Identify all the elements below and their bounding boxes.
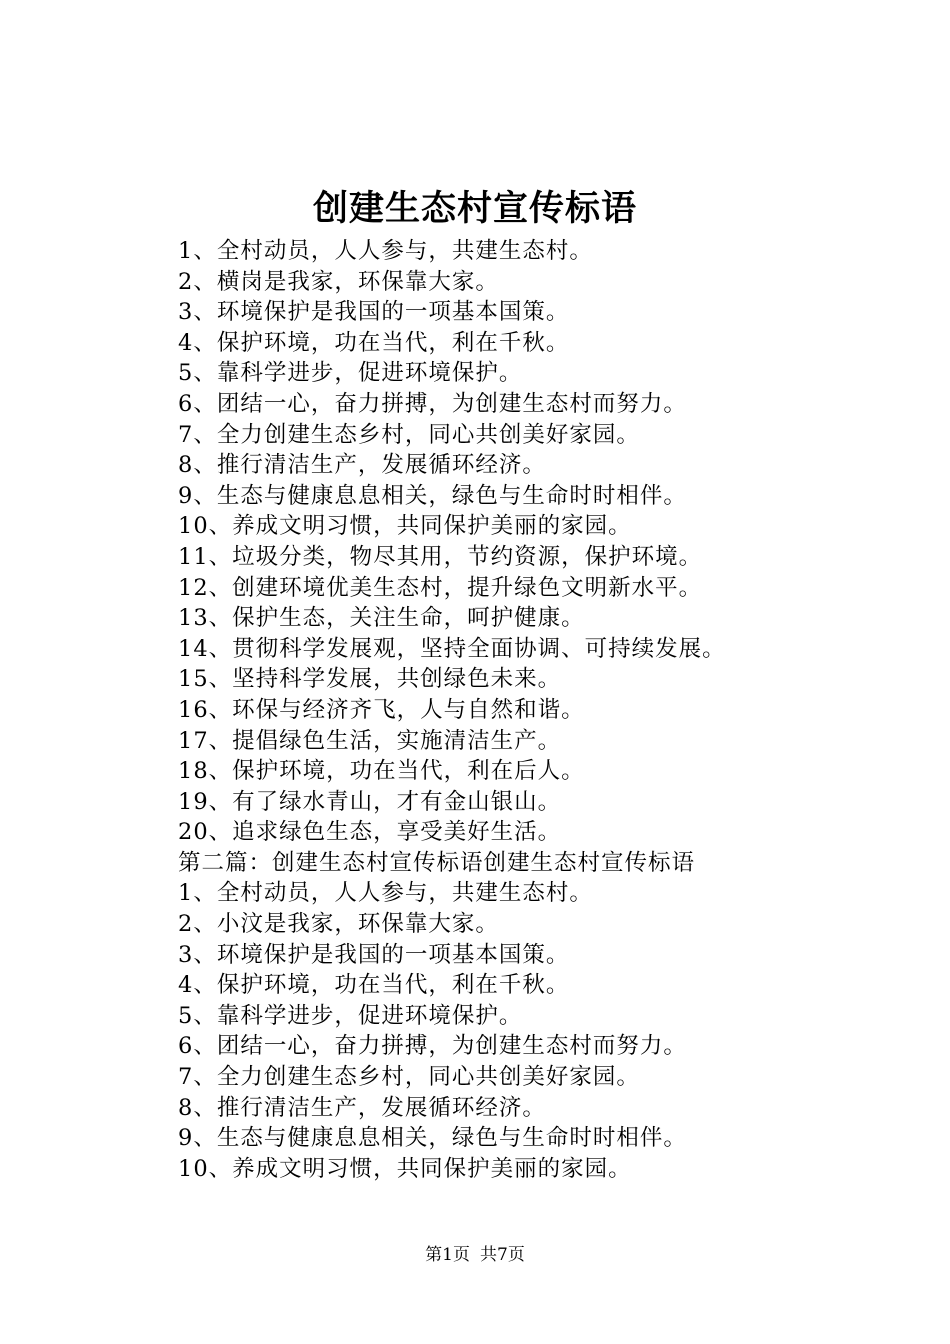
text-line: 7、全力创建生态乡村，同心共创美好家园。 [178,1064,640,1091]
text-line: 11、垃圾分类，物尽其用，节约资源，保护环境。 [178,543,703,570]
text-line: 7、全力创建生态乡村，同心共创美好家园。 [178,421,640,448]
text-line: 9、生态与健康息息相关，绿色与生命时时相伴。 [178,1125,687,1152]
text-line: 6、团结一心，奋力拼搏，为创建生态村而努力。 [178,1033,687,1060]
text-line: 14、贯彻科学发展观，坚持全面协调、可持续发展。 [178,635,726,662]
text-line: 10、养成文明习惯，共同保护美丽的家园。 [178,1155,632,1182]
text-line: 17、提倡绿色生活，实施清洁生产。 [178,727,562,754]
text-line: 2、横岗是我家，环保靠大家。 [178,268,499,295]
slogan-list [178,236,918,1184]
text-line: 4、保护环境，功在当代，利在千秋。 [178,329,570,356]
page-title: 创建生态村宣传标语 [312,188,637,229]
text-line: 15、坚持科学发展，共创绿色未来。 [178,666,562,693]
text-line: 16、环保与经济齐飞，人与自然和谐。 [178,696,585,723]
text-line: 6、团结一心，奋力拼搏，为创建生态村而努力。 [178,390,687,417]
text-line: 19、有了绿水青山，才有金山银山。 [178,788,562,815]
text-line: 5、靠科学进步，促进环境保护。 [178,360,523,387]
text-line: 4、保护环境，功在当代，利在千秋。 [178,972,570,999]
text-line: 3、环境保护是我国的一项基本国策。 [178,299,570,326]
text-line: 1、全村动员，人人参与，共建生态村。 [178,880,593,907]
text-line: 20、追求绿色生态，享受美好生活。 [178,819,562,846]
page-count: 共7页 [480,1245,525,1265]
text-line: 18、保护环境，功在当代，利在后人。 [178,758,585,785]
text-line: 8、推行清洁生产，发展循环经济。 [178,1094,546,1121]
text-line: 12、创建环境优美生态村，提升绿色文明新水平。 [178,574,703,601]
text-line: 2、小汶是我家，环保靠大家。 [178,911,499,938]
page-number: 第1页 [425,1245,470,1265]
text-line: 1、全村动员，人人参与，共建生态村。 [178,238,593,264]
page-footer [0,1243,950,1267]
text-line: 10、养成文明习惯，共同保护美丽的家园。 [178,513,632,540]
text-line: 9、生态与健康息息相关，绿色与生命时时相伴。 [178,482,687,509]
text-line: 13、保护生态，关注生命，呵护健康。 [178,605,585,632]
text-line: 8、推行清洁生产，发展循环经济。 [178,452,546,479]
text-line: 5、靠科学进步，促进环境保护。 [178,1002,523,1029]
text-line: 3、环境保护是我国的一项基本国策。 [178,941,570,968]
text-line: 第二篇：创建生态村宣传标语创建生态村宣传标语 [178,849,696,876]
